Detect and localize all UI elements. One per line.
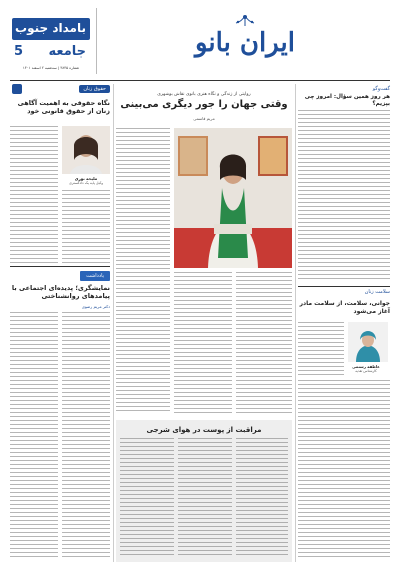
note-body-text-a [10, 312, 58, 558]
bottom-box-headline: مراقبت از پوست در هوای شرجی [146, 426, 262, 434]
paper-name: ایران بانو [194, 28, 295, 58]
page-label: جامعه [48, 44, 86, 59]
left-body-text-a [10, 126, 58, 264]
right-mid-label: سلامت زنان [364, 289, 390, 295]
main-body-col-2 [174, 272, 232, 414]
column-divider-left [113, 84, 114, 562]
left-author-photo [62, 126, 110, 174]
note-author: دکتر مریم رضوی [81, 304, 110, 309]
right-portrait-caption [342, 364, 390, 373]
note-headline: نمایشگری؛ پدیده‌ای اجتماعی با پیامدهای روانشناختی [11, 284, 110, 300]
right-body-text-a [298, 110, 390, 282]
masthead-divider [96, 8, 97, 74]
bottom-body-col-1 [120, 438, 174, 558]
date-line: شماره ۳۸۴۵ | سه‌شنبه ۲ اسفند ۱۴۰۱ [22, 66, 80, 70]
main-photo [174, 128, 292, 268]
main-story [116, 84, 292, 414]
note-top-rule [10, 266, 110, 267]
right-mid-headline: جوانی، سلامت، از سلامت مادر آغاز می‌شود [299, 300, 390, 315]
left-section-header [10, 84, 110, 96]
edition-brand-logo [12, 18, 90, 40]
bottom-body-col-2 [178, 438, 232, 558]
right-portrait [348, 322, 388, 362]
main-body-col-3 [236, 272, 292, 414]
note-section-label: یادداشت [80, 271, 110, 281]
left-author-name: ملیحه نوری [74, 176, 98, 181]
author-portrait-icon [62, 126, 110, 174]
nutritionist-portrait-icon [348, 322, 388, 362]
left-section-label: حقوق زنان [79, 85, 110, 93]
right-body-text-b [298, 322, 344, 378]
edition-brand-block [10, 6, 92, 78]
right-portrait-name: عاطفه رستمی [352, 364, 380, 369]
bottom-body-col-3 [236, 438, 288, 558]
masthead [0, 0, 400, 80]
main-byline: مریم قاسمی [193, 116, 215, 121]
note-body-text-b [62, 312, 110, 558]
right-section-label: گفت‌و‌گو [372, 86, 390, 92]
left-body-text-b [62, 190, 110, 264]
column-divider-right [295, 84, 296, 562]
page-number: 5 [14, 44, 24, 59]
left-headline: نگاه حقوقی به اهمیت آگاهی زنان از حقوق قانونی خود [17, 99, 110, 115]
right-column [298, 84, 390, 562]
left-author-caption [62, 176, 110, 185]
main-body-col-1b [116, 302, 170, 414]
scales-icon [12, 84, 22, 94]
bottom-box [116, 420, 292, 562]
page-label-row [10, 44, 92, 64]
main-kicker: روایتی از زندگی و نگاه هنری بانوی نقاش بوشهری [157, 92, 251, 97]
note-column [10, 266, 110, 561]
left-column [10, 84, 110, 264]
painter-photo-icon [174, 128, 292, 268]
right-headline: هر روز همین سؤال: امروز چی بپزیم؟ [304, 94, 390, 107]
paper-name-block [170, 14, 320, 66]
edition-brand-text: بامداد جنوب [15, 21, 86, 35]
right-mid-rule [298, 286, 390, 287]
left-author-role: وکیل پایه یک دادگستری [68, 181, 103, 185]
main-body-col-1 [116, 128, 170, 298]
right-body-text-c [298, 380, 390, 558]
main-headline: وقتی جهان را جور دیگری می‌بینی [120, 99, 288, 110]
masthead-bottom-rule [10, 80, 390, 81]
right-portrait-role: کارشناس تغذیه [355, 369, 377, 373]
floral-ornament-icon [230, 14, 260, 28]
